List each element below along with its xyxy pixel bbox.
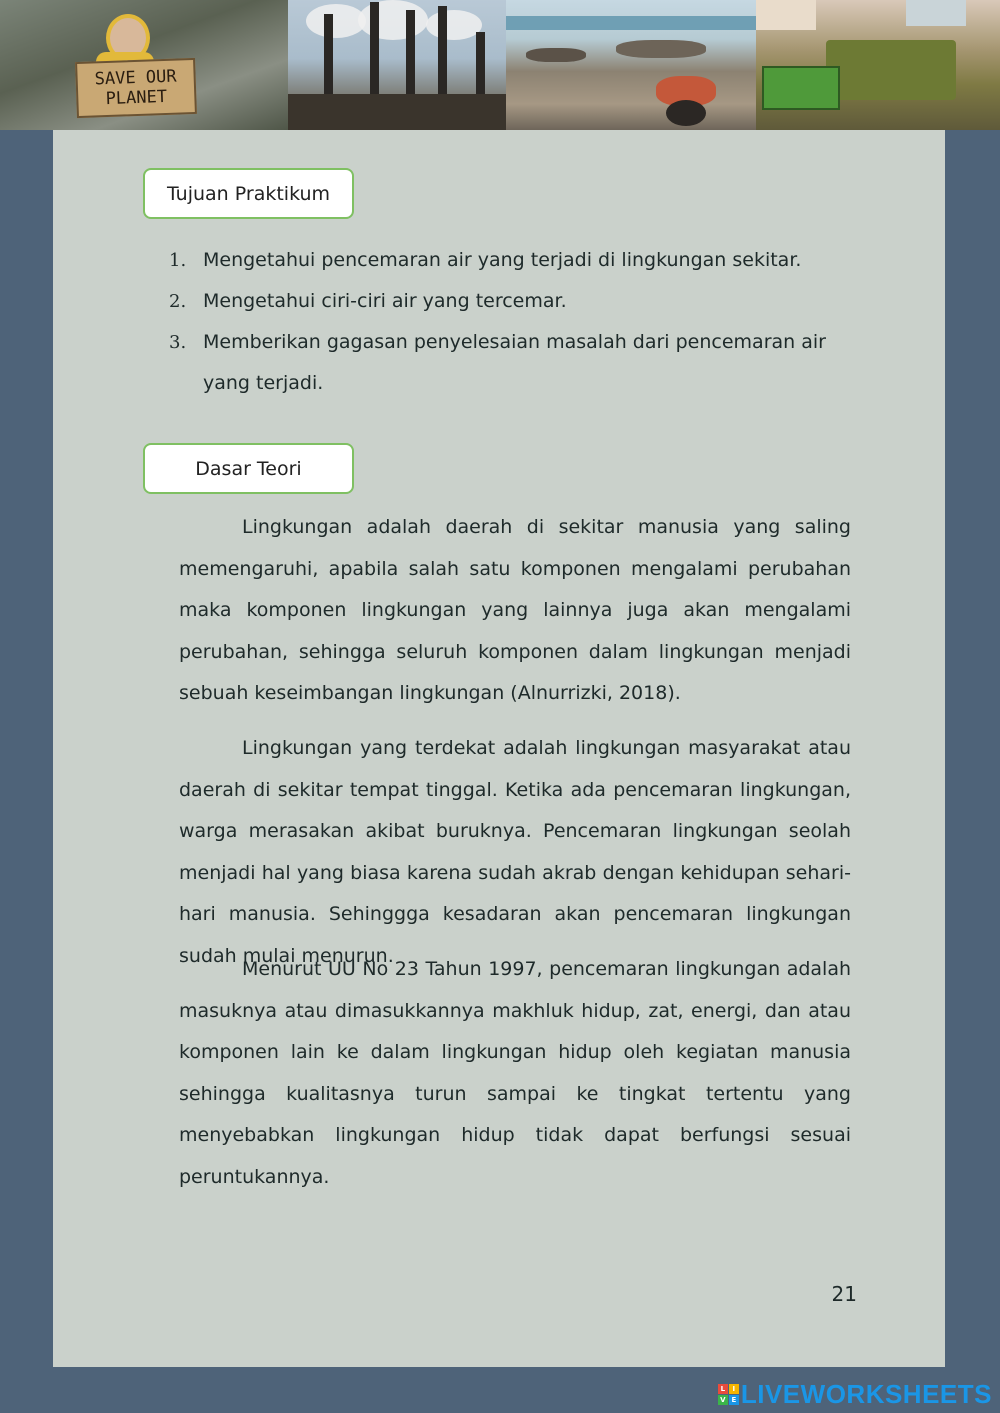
goal-item (169, 240, 869, 281)
watermark-text: LIVEWORKSHEETS (740, 1378, 992, 1409)
liveworksheets-logo-icon (718, 1384, 739, 1405)
goal-text: Mengetahui ciri-ciri air yang tercemar. (203, 290, 567, 312)
header-photo-banner (0, 0, 1000, 130)
smokestack (438, 6, 447, 102)
polluted-beach-photo (506, 0, 756, 130)
goal-text: Memberikan gagasan penyelesaian masalah dari pencemaran air yang terjadi. (203, 331, 826, 394)
page-number: 21 (831, 1282, 857, 1306)
tire (666, 100, 706, 126)
protest-child-photo (0, 0, 288, 130)
smokestack (406, 10, 415, 102)
goal-item (169, 281, 869, 322)
sign-line-2: PLANET (105, 86, 168, 110)
section-label-dasar-teori: Dasar Teori (143, 443, 354, 494)
factory-silhouette (288, 94, 506, 130)
save-our-planet-sign (75, 58, 197, 118)
logo-letter: E (729, 1395, 739, 1405)
theory-paragraph: Lingkungan adalah daerah di sekitar manusia yang saling memengaruhi, apabila salah satu komponen mengalami perubahan maka komponen lingkungan yang lainnya juga akan mengalami perubahan, sehingga seluruh komponen dalam lingkungan menjadi sebuah keseimbangan lingkungan (Alnurrizki, 2018). (179, 516, 851, 704)
factory-smokestacks-photo (288, 0, 506, 130)
goals-list (169, 240, 869, 404)
trash-pile (616, 40, 706, 58)
logo-letter: V (718, 1395, 728, 1405)
smoke-cloud (306, 4, 366, 38)
trash-pile (526, 48, 586, 62)
sign-line-1: SAVE OUR (94, 66, 177, 90)
logo-letter: L (718, 1384, 728, 1394)
smoke-cloud (426, 10, 482, 40)
garbage-truck (826, 40, 956, 100)
logo-letter: I (729, 1384, 739, 1394)
goal-item (169, 322, 869, 404)
section-label-tujuan: Tujuan Praktikum (143, 168, 354, 219)
building (756, 0, 816, 30)
goal-text: Mengetahui pencemaran air yang terjadi di lingkungan sekitar. (203, 249, 802, 271)
liveworksheets-watermark (718, 1378, 992, 1409)
smoke-cloud (358, 0, 428, 40)
green-cart (762, 66, 840, 110)
smokestack (324, 14, 333, 102)
theory-paragraph: Menurut UU No 23 Tahun 1997, pencemaran lingkungan adalah masuknya atau dimasukkannya makhluk hidup, zat, energi, dan atau komponen lain ke dalam lingkungan hidup oleh kegiatan manusia sehingga kualitasnya turun sampai ke tingkat tertentu yang menyebabkan lingkungan hidup tidak dapat berfungsi sesuai peruntukannya. (179, 958, 851, 1188)
garbage-street-photo (756, 0, 1000, 130)
goal-number: 3. (169, 332, 187, 353)
worksheet-page (53, 130, 945, 1367)
theory-paragraph: Lingkungan yang terdekat adalah lingkungan masyarakat atau daerah di sekitar tempat tinggal. Ketika ada pencemaran lingkungan, warga merasakan akibat buruknya. Pencemaran lingkungan seolah menjadi hal yang biasa karena sudah akrab dengan kehidupan sehari-hari manusia. Sehinggga kesadaran akan pencemaran lingkungan sudah mulai menurun. (179, 737, 851, 967)
smokestack (476, 32, 485, 102)
goal-number: 1. (169, 250, 187, 271)
building (906, 0, 966, 26)
goal-number: 2. (169, 291, 187, 312)
smokestack (370, 2, 379, 102)
sea-strip (506, 16, 756, 30)
